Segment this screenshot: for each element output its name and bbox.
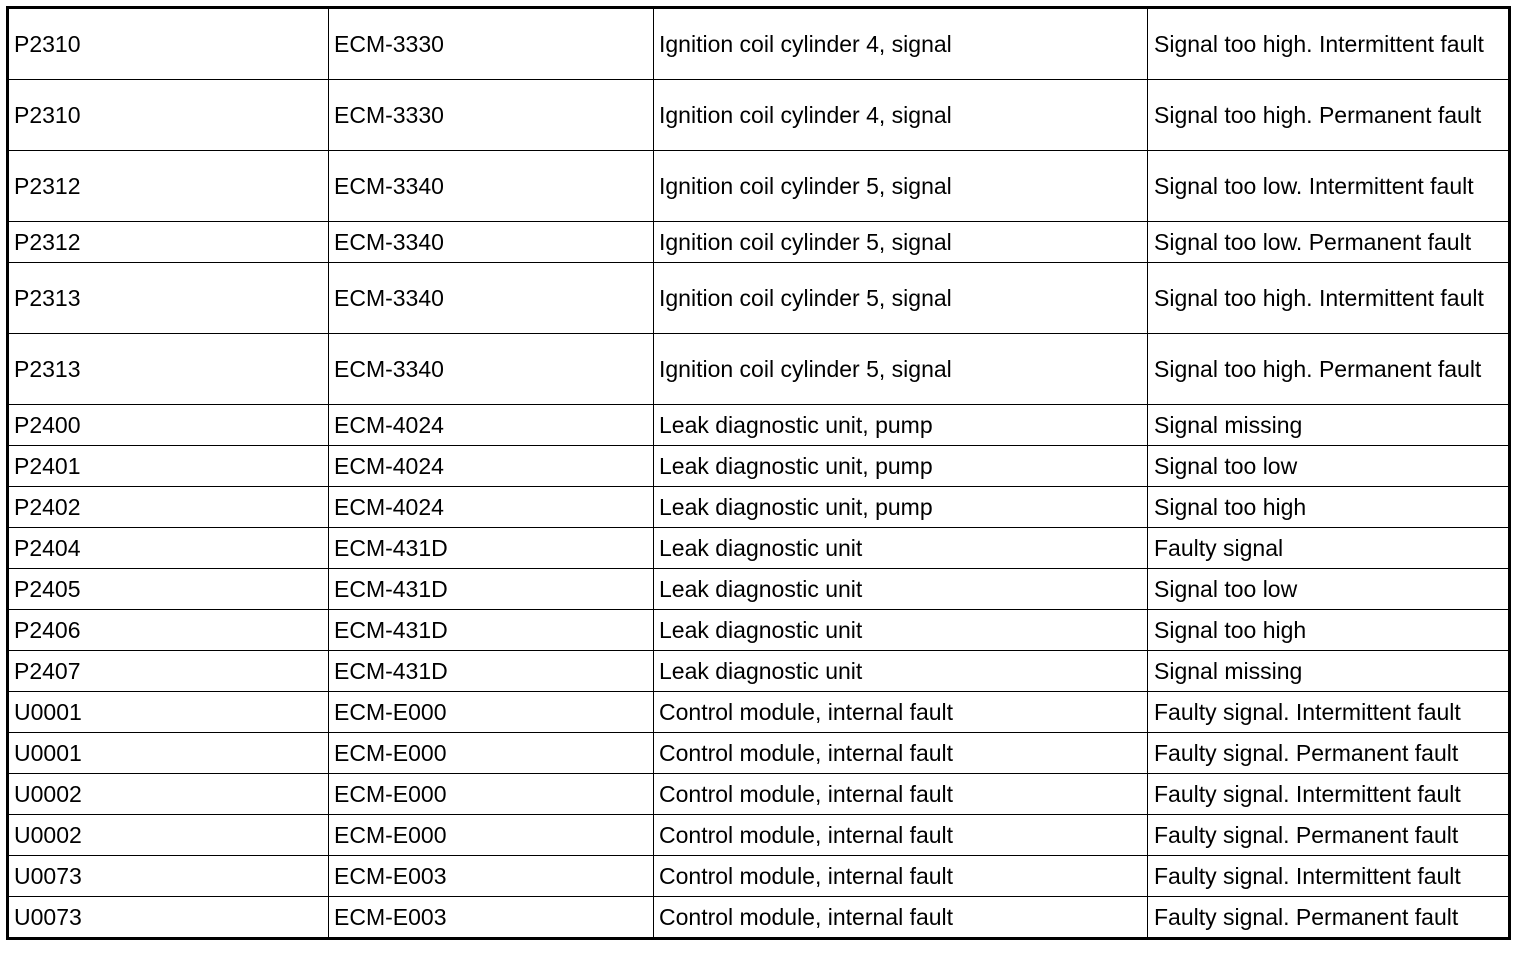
fault-description-cell: Signal too low. Intermittent fault	[1148, 151, 1510, 222]
control-module-code-cell: ECM-3330	[329, 8, 654, 80]
table-row	[8, 815, 1510, 856]
dtc-cell: P2404	[8, 528, 329, 569]
table-row	[8, 80, 1510, 151]
fault-description-cell: Signal missing	[1148, 651, 1510, 692]
dtc-cell: P2405	[8, 569, 329, 610]
table-row	[8, 405, 1510, 446]
component-cell: Ignition coil cylinder 5, signal	[654, 334, 1148, 405]
fault-description-cell: Signal missing	[1148, 405, 1510, 446]
fault-description-cell: Signal too low	[1148, 569, 1510, 610]
fault-description-cell: Signal too low	[1148, 446, 1510, 487]
table-row	[8, 774, 1510, 815]
fault-description-cell: Signal too high. Permanent fault	[1148, 80, 1510, 151]
fault-description-cell: Faulty signal. Permanent fault	[1148, 897, 1510, 939]
control-module-code-cell: ECM-4024	[329, 405, 654, 446]
control-module-code-cell: ECM-E000	[329, 733, 654, 774]
component-cell: Control module, internal fault	[654, 897, 1148, 939]
dtc-cell: P2312	[8, 222, 329, 263]
table-row	[8, 692, 1510, 733]
table-row	[8, 334, 1510, 405]
table-row	[8, 151, 1510, 222]
component-cell: Leak diagnostic unit	[654, 610, 1148, 651]
control-module-code-cell: ECM-431D	[329, 528, 654, 569]
dtc-cell: P2401	[8, 446, 329, 487]
fault-description-cell: Faulty signal	[1148, 528, 1510, 569]
dtc-cell: U0001	[8, 733, 329, 774]
dtc-cell: U0073	[8, 856, 329, 897]
table-row	[8, 897, 1510, 939]
table-row	[8, 856, 1510, 897]
fault-description-cell: Signal too high	[1148, 487, 1510, 528]
fault-description-cell: Signal too high. Intermittent fault	[1148, 263, 1510, 334]
component-cell: Ignition coil cylinder 4, signal	[654, 8, 1148, 80]
dtc-cell: P2313	[8, 263, 329, 334]
fault-description-cell: Signal too high. Permanent fault	[1148, 334, 1510, 405]
table-row	[8, 8, 1510, 80]
table-row	[8, 651, 1510, 692]
control-module-code-cell: ECM-431D	[329, 610, 654, 651]
fault-description-cell: Signal too high. Intermittent fault	[1148, 8, 1510, 80]
control-module-code-cell: ECM-4024	[329, 446, 654, 487]
component-cell: Leak diagnostic unit, pump	[654, 446, 1148, 487]
table-row	[8, 222, 1510, 263]
component-cell: Leak diagnostic unit, pump	[654, 487, 1148, 528]
dtc-cell: U0001	[8, 692, 329, 733]
control-module-code-cell: ECM-E003	[329, 897, 654, 939]
component-cell: Leak diagnostic unit	[654, 569, 1148, 610]
component-cell: Control module, internal fault	[654, 774, 1148, 815]
fault-description-cell: Faulty signal. Intermittent fault	[1148, 774, 1510, 815]
dtc-cell: U0002	[8, 774, 329, 815]
dtc-cell: P2402	[8, 487, 329, 528]
dtc-table	[6, 6, 1511, 940]
table-row	[8, 263, 1510, 334]
control-module-code-cell: ECM-3340	[329, 263, 654, 334]
component-cell: Ignition coil cylinder 5, signal	[654, 263, 1148, 334]
component-cell: Control module, internal fault	[654, 692, 1148, 733]
control-module-code-cell: ECM-3340	[329, 222, 654, 263]
dtc-table-body	[8, 8, 1510, 939]
component-cell: Ignition coil cylinder 4, signal	[654, 80, 1148, 151]
control-module-code-cell: ECM-4024	[329, 487, 654, 528]
dtc-cell: U0002	[8, 815, 329, 856]
component-cell: Control module, internal fault	[654, 733, 1148, 774]
fault-description-cell: Signal too high	[1148, 610, 1510, 651]
table-row	[8, 733, 1510, 774]
table-row	[8, 487, 1510, 528]
control-module-code-cell: ECM-E000	[329, 692, 654, 733]
control-module-code-cell: ECM-E000	[329, 774, 654, 815]
control-module-code-cell: ECM-E000	[329, 815, 654, 856]
dtc-cell: P2310	[8, 8, 329, 80]
dtc-cell: P2310	[8, 80, 329, 151]
fault-description-cell: Faulty signal. Permanent fault	[1148, 733, 1510, 774]
table-row	[8, 569, 1510, 610]
component-cell: Leak diagnostic unit	[654, 651, 1148, 692]
dtc-cell: P2407	[8, 651, 329, 692]
table-row	[8, 528, 1510, 569]
control-module-code-cell: ECM-3340	[329, 334, 654, 405]
component-cell: Control module, internal fault	[654, 856, 1148, 897]
component-cell: Ignition coil cylinder 5, signal	[654, 151, 1148, 222]
control-module-code-cell: ECM-3340	[329, 151, 654, 222]
dtc-cell: P2313	[8, 334, 329, 405]
control-module-code-cell: ECM-E003	[329, 856, 654, 897]
dtc-cell: P2312	[8, 151, 329, 222]
dtc-cell: U0073	[8, 897, 329, 939]
fault-description-cell: Signal too low. Permanent fault	[1148, 222, 1510, 263]
table-row	[8, 610, 1510, 651]
control-module-code-cell: ECM-431D	[329, 651, 654, 692]
control-module-code-cell: ECM-431D	[329, 569, 654, 610]
dtc-cell: P2400	[8, 405, 329, 446]
table-row	[8, 446, 1510, 487]
component-cell: Control module, internal fault	[654, 815, 1148, 856]
fault-description-cell: Faulty signal. Intermittent fault	[1148, 856, 1510, 897]
fault-description-cell: Faulty signal. Intermittent fault	[1148, 692, 1510, 733]
fault-description-cell: Faulty signal. Permanent fault	[1148, 815, 1510, 856]
control-module-code-cell: ECM-3330	[329, 80, 654, 151]
component-cell: Ignition coil cylinder 5, signal	[654, 222, 1148, 263]
component-cell: Leak diagnostic unit	[654, 528, 1148, 569]
dtc-cell: P2406	[8, 610, 329, 651]
component-cell: Leak diagnostic unit, pump	[654, 405, 1148, 446]
